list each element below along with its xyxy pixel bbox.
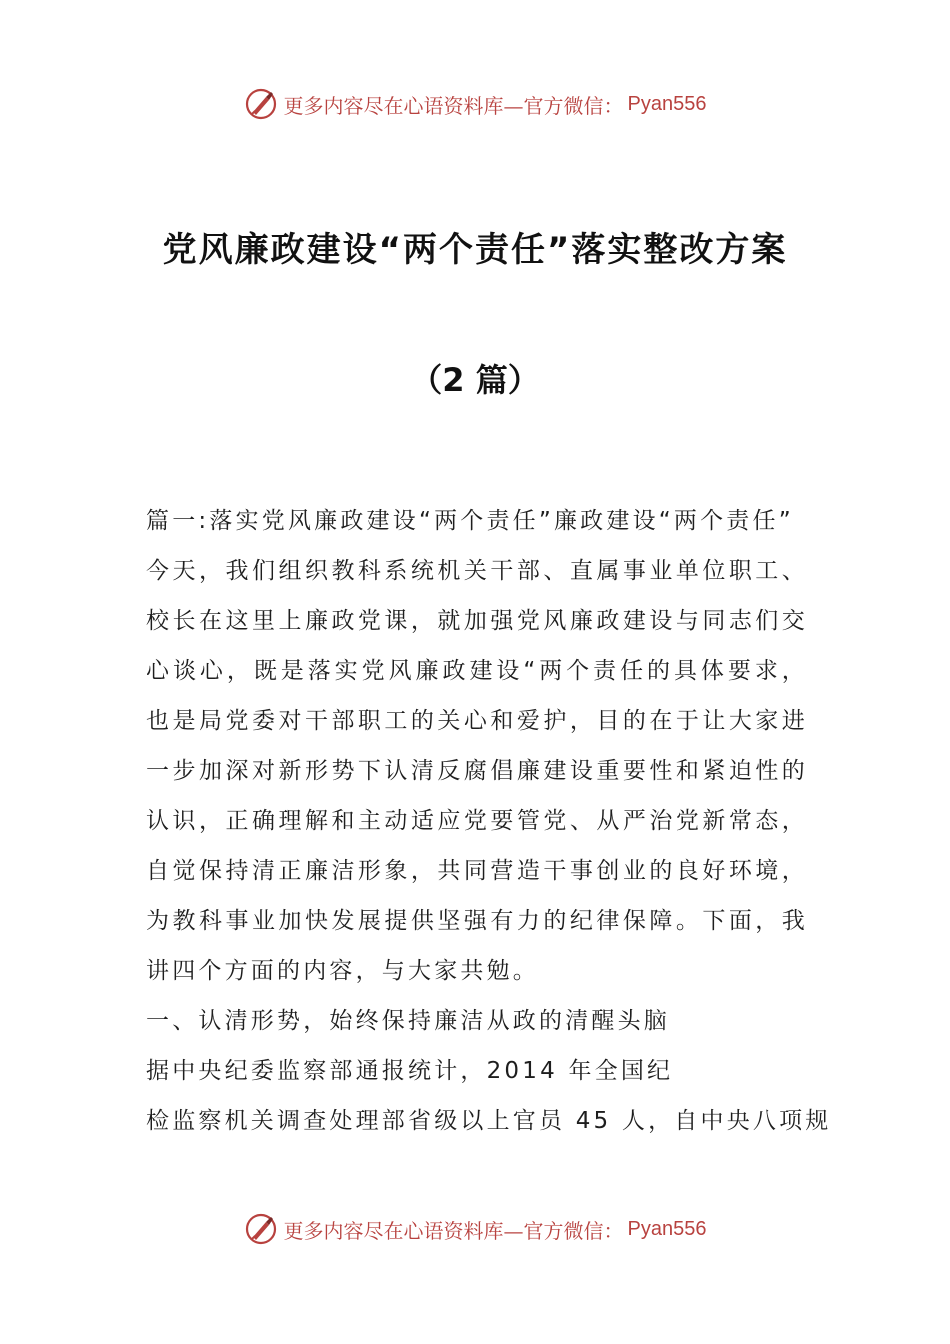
pen-logo-icon bbox=[244, 87, 278, 121]
document-title: 党风廉政建设“两个责任”落实整改方案 bbox=[162, 230, 788, 270]
document-body bbox=[146, 496, 832, 1146]
paragraph-statistics-line-1: 据中央纪委监察部通报统计，2014 年全国纪 bbox=[146, 1058, 674, 1084]
paragraph-statistics-line-2: 检监察机关调查处理部省级以上官员 45 人，自中央八项规 bbox=[146, 1108, 832, 1134]
footer-watermark bbox=[0, 1209, 950, 1249]
paragraph-section-heading: 篇一:落实党风廉政建设“两个责任”廉政建设“两个责任” bbox=[146, 508, 794, 534]
pen-logo-icon bbox=[244, 1212, 278, 1246]
paragraph-intro: 今天，我们组织教科系统机关干部、直属事业单位职工、校长在这里上廉政党课，就加强党风廉政建设与同志们交心谈心，既是落实党风廉政建设“两个责任的具体要求，也是局党委对干部职工的关心和爱护，目的在于让大家进一步加深对新形势下认清反腐倡廉建设重要性和紧迫性的认识，正确理解和主动适应党要管党、从严治党新常态，自觉保持清正廉洁形象，共同营造干事创业的良好环境，为教科事业加快发展提供坚强有力的纪律保障。下面，我讲四个方面的内容，与大家共勉。 bbox=[146, 558, 808, 984]
document-subtitle: （2 篇） bbox=[410, 361, 540, 399]
paragraph-heading-one: 一、认清形势，始终保持廉洁从政的清醒头脑 bbox=[146, 1008, 670, 1034]
watermark-text: 更多内容尽在心语资料库—官方微信： bbox=[283, 1218, 624, 1243]
watermark-wechat-id: Pyan556 bbox=[627, 1217, 707, 1240]
header-watermark bbox=[0, 84, 950, 124]
watermark-text: 更多内容尽在心语资料库—官方微信： bbox=[283, 93, 624, 118]
watermark-wechat-id: Pyan556 bbox=[627, 92, 707, 115]
